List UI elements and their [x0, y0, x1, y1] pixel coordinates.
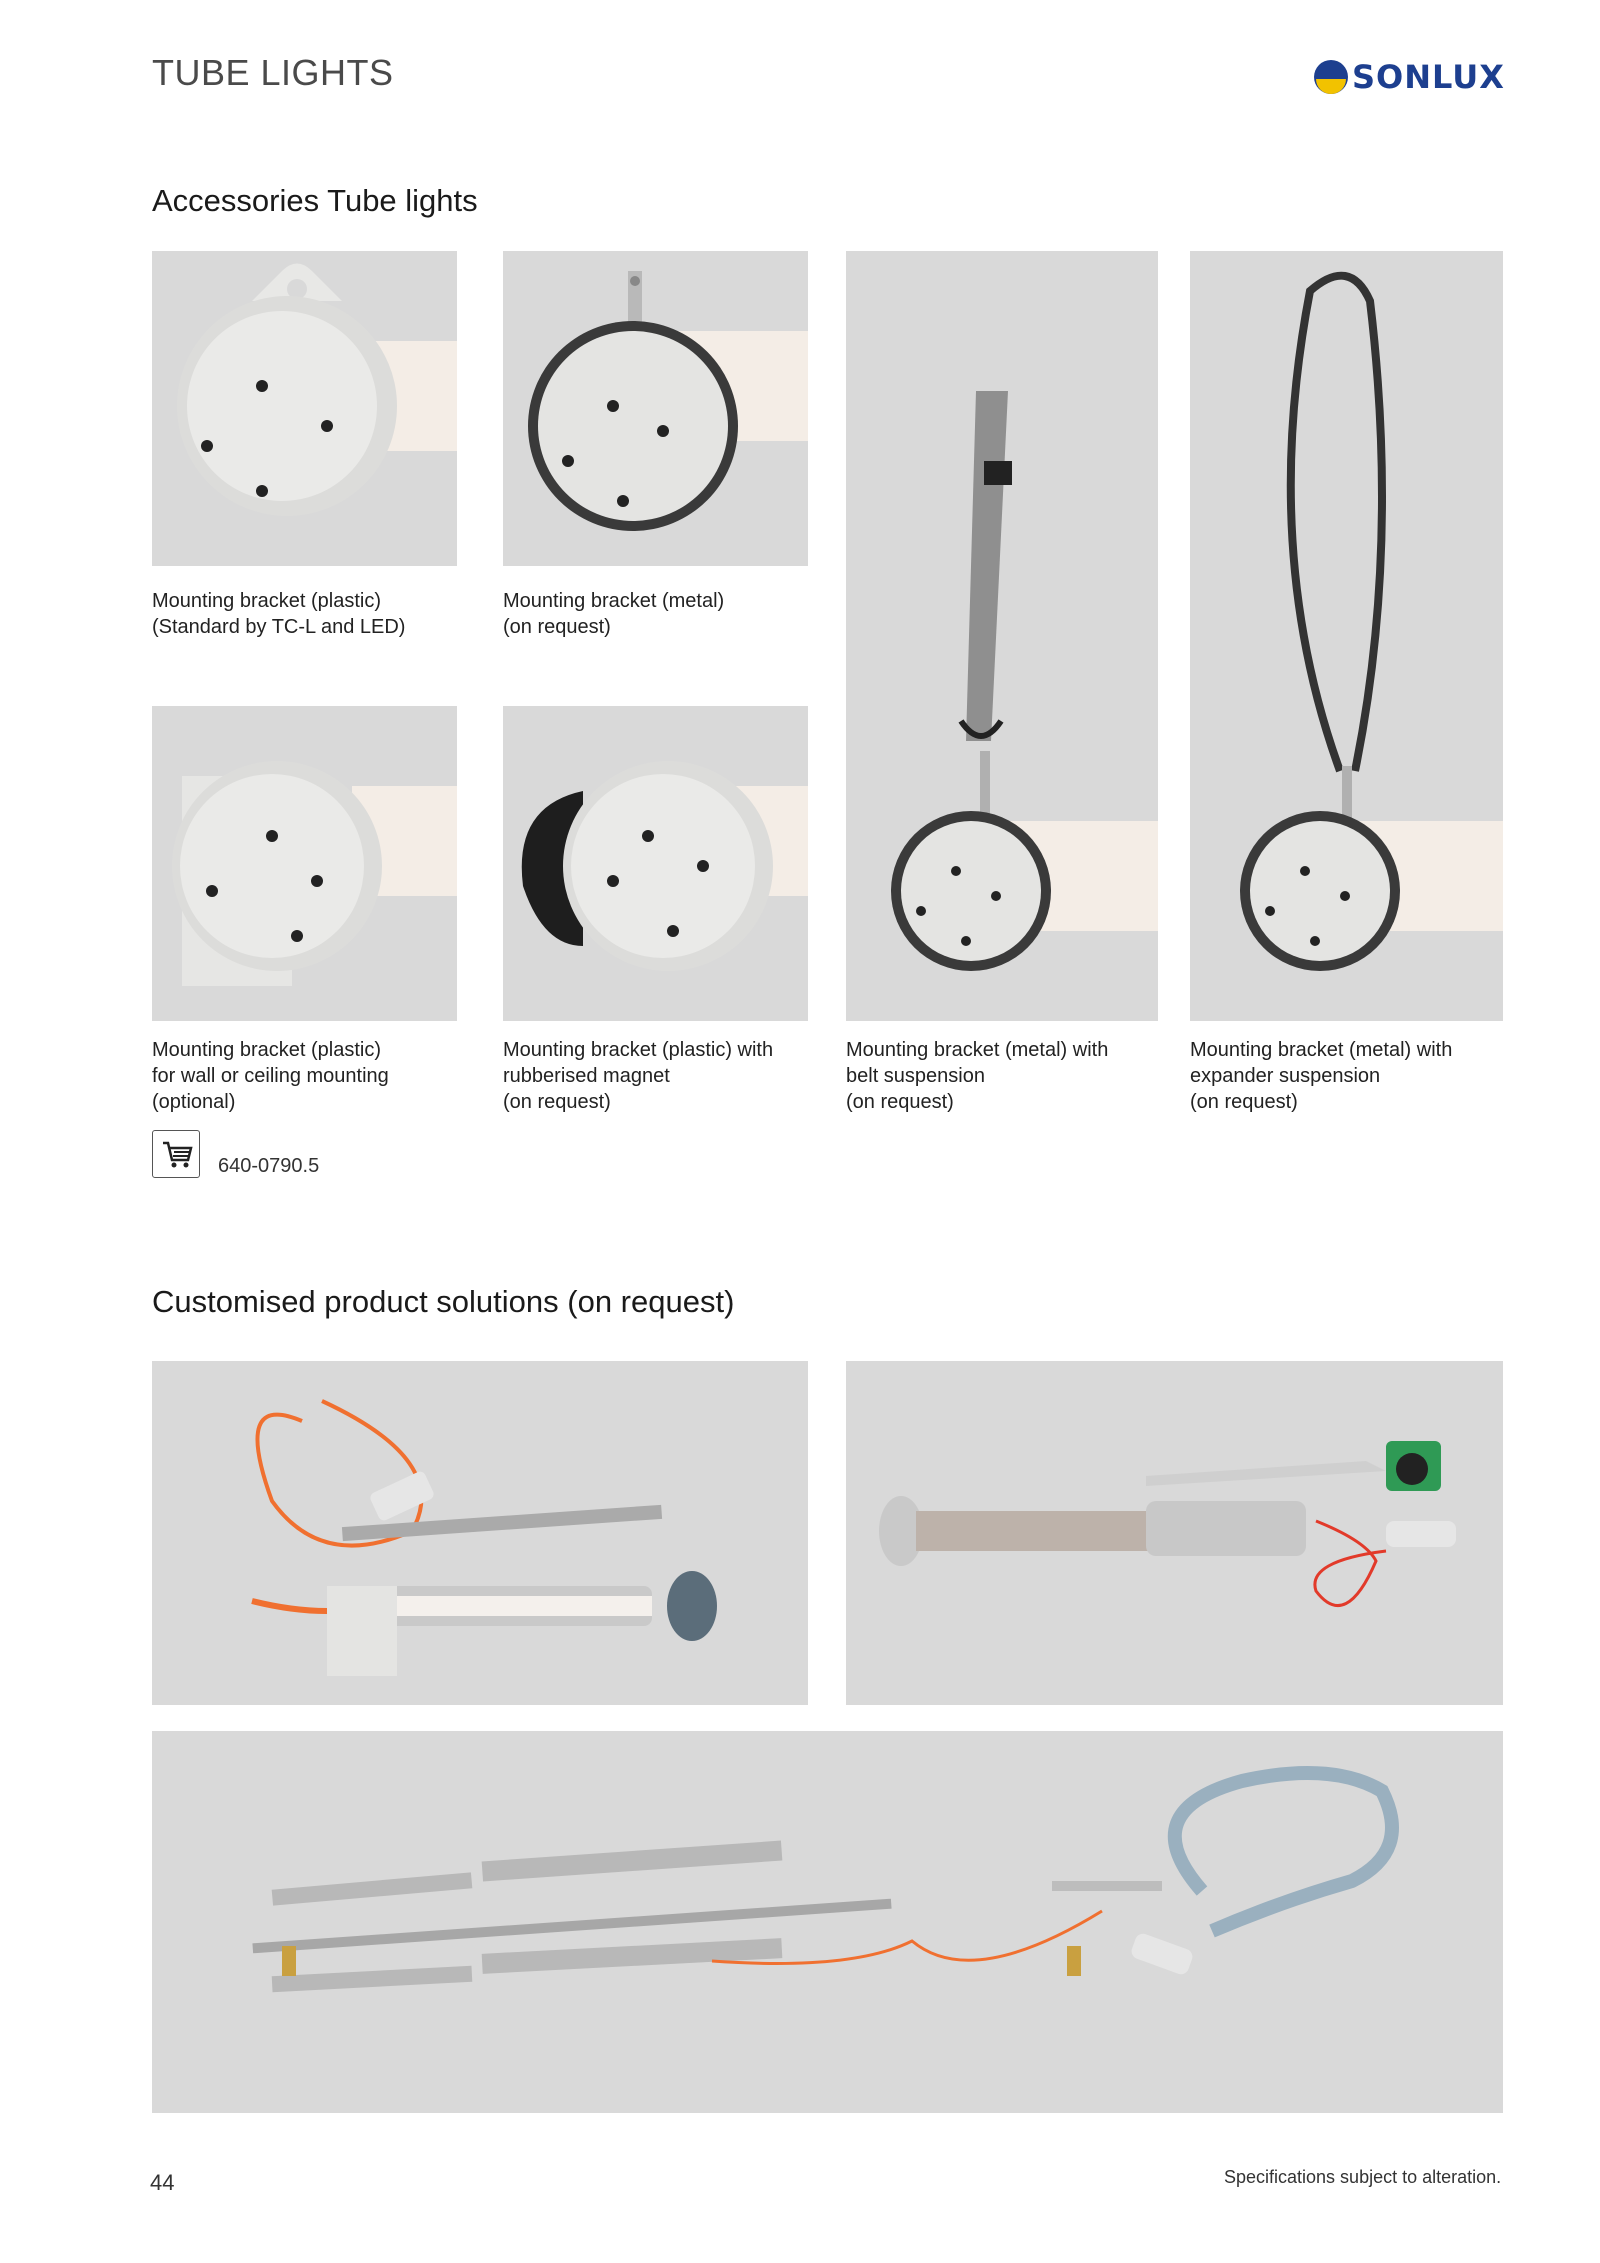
caption-wall-bracket [152, 1037, 389, 1115]
caption-line: Mounting bracket (metal) with [1190, 1039, 1453, 1061]
caption-line: (on request) [503, 616, 611, 638]
caption-line: rubberised magnet [503, 1065, 670, 1087]
caption-line: belt suspension [846, 1065, 985, 1087]
belt-suspension-photo [846, 251, 1158, 1021]
page-number: 44 [150, 2170, 175, 2195]
expander-suspension-photo [1190, 251, 1503, 1021]
footer-note: Specifications subject to alteration. [1224, 2167, 1502, 2187]
custom-tube-cable-photo [152, 1361, 808, 1705]
sonlux-logo-icon [1312, 58, 1350, 96]
article-number: 640-0790.5 [218, 1155, 320, 1177]
customised-heading: Customised product solutions (on request) [152, 1284, 735, 1319]
caption-line: (on request) [1190, 1091, 1298, 1113]
caption-line: Mounting bracket (plastic) [152, 1039, 381, 1061]
caption-line: (Standard by TC-L and LED) [152, 616, 406, 638]
custom-tube-handle-photo [846, 1361, 1503, 1705]
caption-plastic-bracket [152, 588, 405, 640]
page-title: TUBE LIGHTS [152, 52, 394, 93]
caption-line: (optional) [152, 1091, 236, 1113]
caption-belt-suspension [846, 1037, 1108, 1115]
caption-line: Mounting bracket (plastic) [152, 590, 381, 612]
caption-metal-bracket [503, 588, 724, 640]
caption-line: Mounting bracket (plastic) with [503, 1039, 774, 1061]
metal-bracket-photo [503, 251, 808, 566]
caption-expander-suspension [1190, 1037, 1452, 1115]
caption-magnet-bracket [503, 1037, 773, 1115]
caption-line: for wall or ceiling mounting [152, 1065, 389, 1087]
caption-line: Mounting bracket (metal) with [846, 1039, 1109, 1061]
caption-line: Mounting bracket (metal) [503, 590, 725, 612]
caption-line: (on request) [503, 1091, 611, 1113]
caption-line: (on request) [846, 1091, 954, 1113]
wall-bracket-photo [152, 706, 457, 1021]
brand-name: SONLUX [1352, 58, 1505, 96]
caption-line: expander suspension [1190, 1065, 1381, 1087]
magnet-bracket-photo [503, 706, 808, 1021]
custom-tube-system-photo [152, 1731, 1503, 2113]
plastic-bracket-photo [152, 251, 457, 566]
accessories-heading: Accessories Tube lights [152, 183, 478, 218]
brand-logo [1312, 56, 1504, 98]
shopping-cart-icon[interactable] [152, 1130, 200, 1178]
